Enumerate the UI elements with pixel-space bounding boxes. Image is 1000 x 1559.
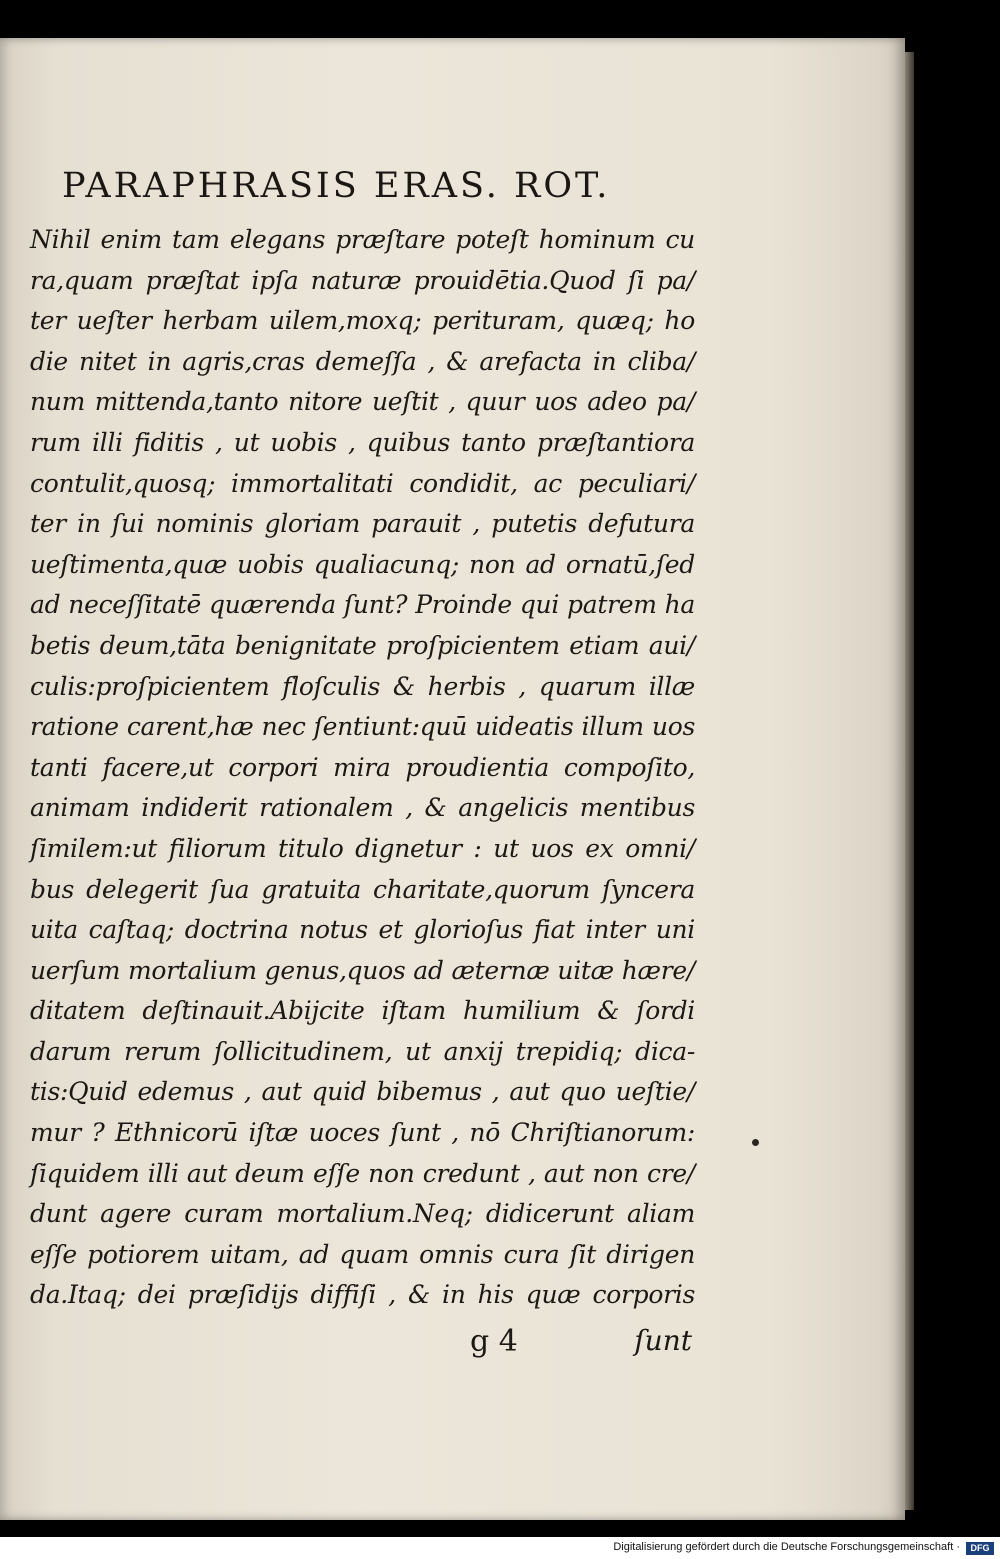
text-line: ſimilem:ut filiorum titulo dignetur : ut uos ex omni/ [30, 833, 695, 863]
text-line: uita caſtaq; doctrina notus et glorioſus fiat inter uni [30, 915, 695, 945]
text-line: animam indiderit rationalem , & angelicis mentibus [30, 793, 695, 823]
text-line: num mittenda,tanto nitore ueſtit , quur uos adeo pa/ [30, 387, 695, 417]
text-line: da.Itaq; dei præſidijs diffiſi , & in his quæ corporis [30, 1280, 695, 1310]
text-block [30, 220, 695, 1316]
text-line: ter ueſter herbam uilem,moxq; perituram, quæq; ho [30, 306, 695, 336]
page-edge-shadow [905, 52, 914, 1510]
ink-speck [752, 1139, 759, 1146]
text-line: betis deum,tāta benignitate proſpicientem etiam aui/ [30, 630, 695, 660]
text-line: die nitet in agris,cras demeſſa , & arefacta in cliba/ [30, 346, 695, 376]
text-line: ter in ſui nominis gloriam parauit , putetis defutura [30, 509, 695, 539]
text-line: eſſe potiorem uitam, ad quam omnis cura ſit dirigen [30, 1239, 695, 1269]
text-line: ſiquidem illi aut deum eſſe non credunt , aut non cre/ [30, 1158, 695, 1188]
text-line: mur ? Ethnicorū iſtæ uoces ſunt , nō Chriſtianorum: [30, 1118, 695, 1148]
footer-credit: Digitalisierung gefördert durch die Deutsche Forschungsgemeinschaft · [613, 1541, 960, 1553]
dfg-logo: DFG [966, 1542, 994, 1555]
text-line: bus delegerit ſua gratuita charitate,quorum ſyncera [30, 874, 695, 904]
signature-mark: g 4 [470, 1324, 518, 1359]
text-line: ratione carent,hæ nec ſentiunt:quū uideatis illum uos [30, 712, 695, 742]
text-line: dunt agere curam mortalium.Neq; didicerunt aliam [30, 1199, 695, 1229]
digitization-footer [0, 1537, 1000, 1559]
text-line: rum illi fiditis , ut uobis , quibus tanto præſtantiora [30, 427, 695, 457]
book-page [0, 38, 905, 1520]
text-line: tanti facere,ut corpori mira proudientia compoſito, [30, 752, 695, 782]
text-line: ad neceſſitatē quærenda ſunt? Proinde qui patrem ha [30, 590, 695, 620]
text-line: tis:Quid edemus , aut quid bibemus , aut quo ueſtie/ [30, 1077, 695, 1107]
text-line: contulit,quosq; immortalitati condidit, ac peculiari/ [30, 468, 695, 498]
catchword: ſunt [634, 1324, 692, 1357]
running-head: PARAPHRASIS ERAS. ROT. [62, 166, 611, 206]
signature-line [460, 1324, 700, 1368]
text-line: ditatem deſtinauit.Abijcite iſtam humilium & ſordi [30, 996, 695, 1026]
text-line: Nihil enim tam elegans præſtare poteſt hominum cu [30, 225, 695, 254]
text-line: culis:proſpicientem floſculis & herbis , quarum illæ [30, 671, 695, 701]
text-line: ueſtimenta,quæ uobis qualiacunq; non ad ornatū,ſed [30, 549, 695, 579]
text-line: ra,quam præſtat ipſa naturæ prouidētia.Quod ſi pa/ [30, 265, 695, 295]
text-line: uerſum mortalium genus,quos ad æternæ uitæ hære/ [30, 955, 695, 985]
text-line: darum rerum ſollicitudinem, ut anxij trepidiq; dica- [30, 1036, 695, 1066]
